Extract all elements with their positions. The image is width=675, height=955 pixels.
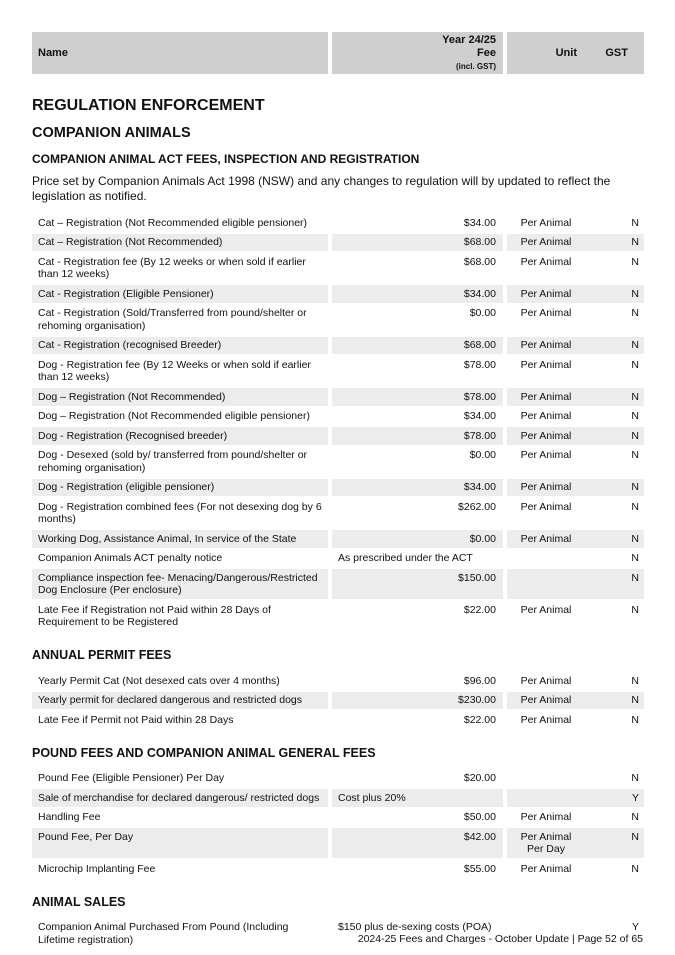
fee-amount: $150.00 bbox=[332, 569, 503, 599]
fee-name: Cat – Registration (Not Recommended eligible pensioner) bbox=[38, 216, 308, 229]
fee-unit: Per Animal bbox=[520, 694, 572, 706]
fee-amount: $34.00 bbox=[332, 479, 503, 497]
unit-gst-cell bbox=[507, 305, 644, 335]
table-row bbox=[32, 672, 644, 690]
table-row bbox=[32, 214, 644, 232]
fee-gst: N bbox=[631, 358, 639, 371]
header-fee-label: Fee bbox=[477, 46, 496, 59]
fee-amount: $78.00 bbox=[332, 427, 503, 445]
fee-name: Sale of merchandise for declared dangerous/ restricted dogs bbox=[32, 789, 328, 807]
fee-amount: $230.00 bbox=[332, 692, 503, 710]
fee-name: Compliance inspection fee- Menacing/Dangerous/Restricted Dog Enclosure (Per enclosure) bbox=[32, 569, 328, 599]
fee-name: Dog – Registration (Not Recommended eligible pensioner) bbox=[38, 410, 310, 422]
table-row bbox=[32, 569, 644, 599]
fee-gst: N bbox=[631, 674, 639, 687]
fee-unit: Per Animal Per Day bbox=[520, 830, 572, 855]
table-row bbox=[32, 408, 644, 426]
unit-gst-cell bbox=[507, 530, 644, 548]
page-title: REGULATION ENFORCEMENT bbox=[32, 97, 265, 114]
fee-gst: N bbox=[631, 410, 639, 422]
header-unit-gst bbox=[507, 32, 644, 74]
table-row bbox=[32, 498, 644, 528]
header-name: Name bbox=[32, 32, 328, 74]
section-intro: Price set by Companion Animals Act 1998 (NSW) and any changes to regulation will by updated to reflect the legislation as notified. bbox=[32, 174, 611, 203]
fee-gst: N bbox=[631, 236, 639, 248]
table-row bbox=[32, 770, 644, 788]
table-row bbox=[32, 234, 644, 252]
fee-name: Cat - Registration fee (By 12 weeks or when sold if earlier than 12 weeks) bbox=[38, 255, 306, 280]
fee-amount: $78.00 bbox=[463, 358, 496, 371]
unit-gst-cell bbox=[507, 479, 644, 497]
unit-gst-cell bbox=[507, 408, 644, 426]
fee-gst: N bbox=[631, 449, 639, 461]
fee-name: Yearly permit for declared dangerous and restricted dogs bbox=[32, 692, 328, 710]
fee-unit bbox=[507, 552, 581, 565]
fee-name: Companion Animal Purchased From Pound (Including Lifetime registration) bbox=[38, 921, 289, 946]
fee-gst: N bbox=[631, 500, 639, 513]
fee-name: Dog – Registration (Not Recommended) bbox=[32, 388, 328, 406]
fee-unit: Per Animal bbox=[520, 358, 572, 371]
fee-unit: Per Animal bbox=[520, 811, 572, 823]
fee-amount: $68.00 bbox=[332, 337, 503, 355]
header-gst: GST bbox=[605, 47, 628, 59]
fee-unit: Per Animal bbox=[520, 216, 572, 229]
header-fee bbox=[332, 32, 503, 74]
fee-name: Companion Animals ACT penalty notice bbox=[38, 552, 223, 564]
fee-amount: $50.00 bbox=[463, 811, 496, 823]
fee-gst: Y bbox=[631, 921, 639, 933]
fee-unit: Per Animal bbox=[520, 429, 572, 442]
fee-amount: $42.00 bbox=[332, 828, 503, 858]
fee-name: Pound Fee (Eligible Pensioner) Per Day bbox=[38, 772, 225, 784]
fee-name: Cat - Registration (recognised Breeder) bbox=[32, 337, 328, 355]
annual-permit-table bbox=[32, 672, 644, 731]
fee-unit: Per Animal bbox=[520, 713, 572, 726]
unit-gst-cell bbox=[507, 860, 644, 878]
fee-amount: $22.00 bbox=[463, 713, 496, 726]
unit-gst-cell bbox=[507, 356, 644, 386]
table-row bbox=[32, 789, 644, 807]
fee-amount: $0.00 bbox=[332, 530, 503, 548]
fee-gst: N bbox=[631, 216, 639, 229]
table-row bbox=[32, 860, 644, 878]
fee-unit: Per Animal bbox=[520, 410, 572, 422]
fee-unit: Per Animal bbox=[520, 255, 572, 268]
fee-unit: Per Animal bbox=[520, 287, 572, 300]
unit-gst-cell bbox=[507, 253, 644, 283]
fee-amount: As prescribed under the ACT bbox=[338, 552, 473, 564]
table-row bbox=[32, 692, 644, 710]
fee-gst: N bbox=[631, 532, 639, 545]
fee-gst: N bbox=[631, 811, 639, 823]
table-row bbox=[32, 711, 644, 729]
fee-name: Microchip Implanting Fee bbox=[38, 862, 156, 875]
fee-name: Cat - Registration (Sold/Transferred from pound/shelter or rehoming organisation) bbox=[38, 307, 307, 332]
act-fees-table bbox=[32, 214, 644, 633]
fee-gst: N bbox=[631, 772, 639, 784]
table-row bbox=[32, 427, 644, 445]
header-unit: Unit bbox=[555, 47, 577, 59]
table-row bbox=[32, 285, 644, 303]
fee-amount: $0.00 bbox=[469, 307, 496, 319]
unit-gst-cell bbox=[507, 498, 644, 528]
fee-gst: N bbox=[631, 862, 639, 875]
fee-amount: $22.00 bbox=[463, 603, 496, 616]
fee-name: Late Fee if Permit not Paid within 28 Days bbox=[38, 713, 234, 726]
fee-amount: $78.00 bbox=[332, 388, 503, 406]
fee-name: Cat – Registration (Not Recommended) bbox=[32, 234, 328, 252]
fee-unit: Per Animal bbox=[520, 862, 572, 875]
table-row bbox=[32, 447, 644, 477]
fee-name: Dog - Registration combined fees (For not desexing dog by 6 months) bbox=[38, 500, 322, 525]
fee-name: Cat - Registration (Eligible Pensioner) bbox=[32, 285, 328, 303]
unit-gst-cell bbox=[507, 711, 644, 729]
header-fee-year: Year 24/25 bbox=[442, 33, 496, 46]
unit-gst-cell bbox=[507, 789, 644, 807]
page-footer: 2024-25 Fees and Charges - October Update | Page 52 of 65 bbox=[357, 933, 643, 945]
fee-name: Working Dog, Assistance Animal, In service of the State bbox=[32, 530, 328, 548]
row-gap bbox=[32, 631, 644, 633]
unit-gst-cell bbox=[507, 601, 644, 631]
fee-name: Handling Fee bbox=[38, 811, 101, 823]
fees-page bbox=[32, 32, 644, 951]
fee-unit: Per Animal bbox=[520, 236, 572, 248]
row-gap bbox=[32, 878, 644, 880]
fee-unit bbox=[507, 772, 581, 785]
unit-gst-cell bbox=[507, 234, 644, 252]
section-heading-act-fees: COMPANION ANIMAL ACT FEES, INSPECTION AND REGISTRATION bbox=[32, 152, 420, 166]
fee-unit bbox=[507, 792, 581, 805]
table-row bbox=[32, 388, 644, 406]
fee-amount: $34.00 bbox=[463, 410, 496, 422]
fee-gst: N bbox=[631, 287, 639, 300]
fee-unit: Per Animal bbox=[520, 481, 572, 493]
fee-amount: $20.00 bbox=[463, 772, 496, 784]
unit-gst-cell bbox=[507, 770, 644, 788]
table-row bbox=[32, 550, 644, 568]
fee-name: Dog - Registration fee (By 12 Weeks or when sold if earlier than 12 weeks) bbox=[38, 358, 311, 383]
fee-name: Late Fee if Registration not Paid within 28 Days of Requirement to be Registered bbox=[38, 603, 271, 628]
fee-gst: N bbox=[631, 255, 639, 268]
fee-amount: Cost plus 20% bbox=[332, 789, 503, 807]
fee-amount: $150 plus de-sexing costs (POA) bbox=[338, 921, 492, 933]
unit-gst-cell bbox=[507, 214, 644, 232]
table-row bbox=[32, 253, 644, 283]
fee-unit: Per Animal bbox=[520, 307, 572, 319]
fee-unit bbox=[507, 572, 581, 597]
fee-amount: $0.00 bbox=[469, 449, 496, 461]
table-row bbox=[32, 828, 644, 858]
unit-gst-cell bbox=[507, 828, 644, 858]
fee-unit: Per Animal bbox=[520, 603, 572, 616]
unit-gst-cell bbox=[507, 809, 644, 827]
unit-gst-cell bbox=[507, 285, 644, 303]
fee-amount: $34.00 bbox=[463, 216, 496, 229]
unit-gst-cell bbox=[507, 692, 644, 710]
fee-gst: N bbox=[631, 830, 639, 843]
header-fee-note: (incl. GST) bbox=[456, 61, 496, 71]
unit-gst-cell bbox=[507, 388, 644, 406]
table-row bbox=[32, 601, 644, 631]
fee-name: Dog - Registration (Recognised breeder) bbox=[32, 427, 328, 445]
section-heading-pound-fees: POUND FEES AND COMPANION ANIMAL GENERAL FEES bbox=[32, 745, 376, 760]
fee-amount: $68.00 bbox=[332, 234, 503, 252]
row-gap bbox=[32, 949, 644, 951]
table-row bbox=[32, 530, 644, 548]
fee-gst: N bbox=[631, 429, 639, 442]
fee-name: Dog - Desexed (sold by/ transferred from pound/shelter or rehoming organisation) bbox=[38, 449, 308, 474]
table-row bbox=[32, 479, 644, 497]
unit-gst-cell bbox=[507, 550, 644, 568]
fee-gst: N bbox=[631, 307, 639, 319]
fee-gst: Y bbox=[631, 791, 639, 804]
fee-unit: Per Animal bbox=[520, 500, 572, 513]
fee-unit: Per Animal bbox=[520, 674, 572, 687]
fee-unit: Per Animal bbox=[520, 449, 572, 461]
fee-unit: Per Animal bbox=[520, 339, 572, 351]
section-heading-animal-sales: ANIMAL SALES bbox=[32, 894, 126, 909]
fee-gst: N bbox=[631, 552, 639, 564]
fee-amount: $55.00 bbox=[463, 862, 496, 875]
table-row bbox=[32, 809, 644, 827]
unit-gst-cell bbox=[507, 672, 644, 690]
table-row bbox=[32, 337, 644, 355]
page-subtitle: COMPANION ANIMALS bbox=[32, 125, 191, 141]
unit-gst-cell bbox=[507, 569, 644, 599]
fee-amount: $262.00 bbox=[458, 500, 496, 513]
table-row bbox=[32, 305, 644, 335]
fee-name: Yearly Permit Cat (Not desexed cats over 4 months) bbox=[38, 674, 280, 687]
unit-gst-cell bbox=[507, 427, 644, 445]
table-row bbox=[32, 356, 644, 386]
pound-fees-table bbox=[32, 770, 644, 880]
fee-amount: $68.00 bbox=[463, 255, 496, 268]
fee-gst: N bbox=[631, 339, 639, 351]
unit-gst-cell bbox=[507, 337, 644, 355]
section-heading-annual-permit: ANNUAL PERMIT FEES bbox=[32, 648, 172, 662]
fee-gst: N bbox=[631, 713, 639, 726]
table-header bbox=[32, 32, 644, 74]
fee-gst: N bbox=[631, 571, 639, 584]
fee-unit: Per Animal bbox=[520, 532, 572, 545]
fee-name: Pound Fee, Per Day bbox=[32, 828, 328, 858]
unit-gst-cell bbox=[507, 447, 644, 477]
fee-gst: N bbox=[631, 694, 639, 706]
fee-name: Dog - Registration (eligible pensioner) bbox=[32, 479, 328, 497]
fee-unit: Per Animal bbox=[520, 390, 572, 403]
row-gap bbox=[32, 729, 644, 731]
fee-gst: N bbox=[631, 603, 639, 616]
fee-gst: N bbox=[631, 390, 639, 403]
fee-amount: $34.00 bbox=[332, 285, 503, 303]
fee-gst: N bbox=[631, 481, 639, 493]
fee-amount: $96.00 bbox=[463, 674, 496, 687]
